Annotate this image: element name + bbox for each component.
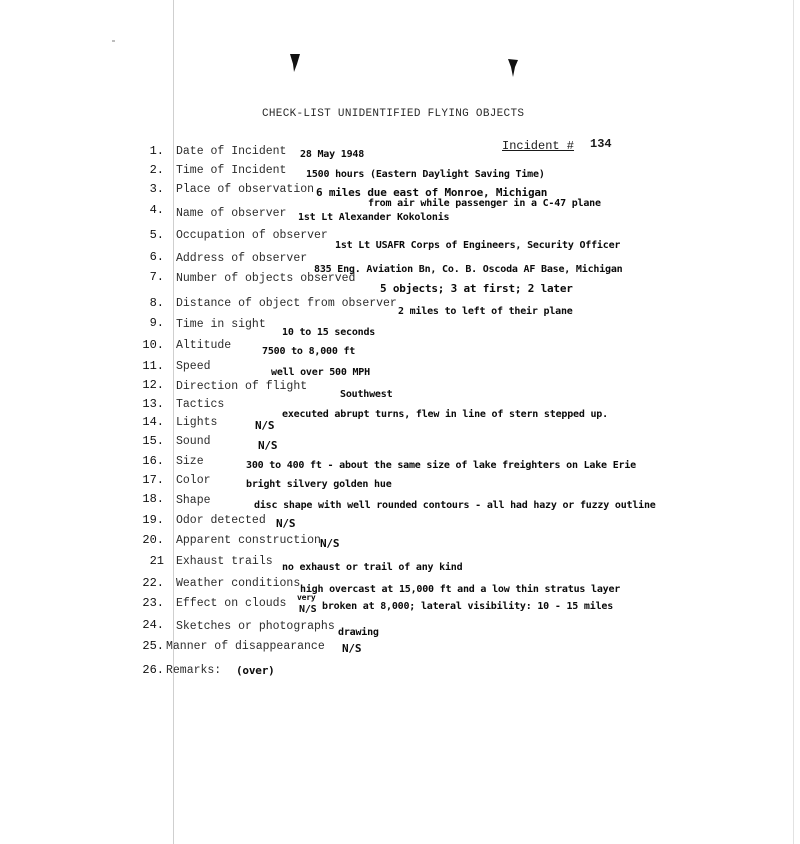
- item-value-above: from air while passenger in a C-47 plane: [368, 198, 601, 209]
- punch-mark-icon: [288, 52, 302, 74]
- item-label: Distance of object from observer: [176, 297, 397, 310]
- punch-mark-icon: [506, 57, 520, 79]
- item-value: bright silvery golden hue: [246, 479, 392, 490]
- item-label: Number of objects observed: [176, 272, 356, 285]
- item-number: 21: [149, 554, 164, 568]
- item-value: 28 May 1948: [300, 149, 365, 160]
- item-value: 835 Eng. Aviation Bn, Co. B. Oscoda AF Base, Michigan: [314, 264, 623, 275]
- item-number: 8.: [149, 296, 164, 310]
- item-value: disc shape with well rounded contours - all had hazy or fuzzy outline: [254, 500, 656, 511]
- item-number: 18.: [142, 492, 164, 506]
- item-label: Apparent construction: [176, 534, 321, 547]
- item-number: 4.: [149, 203, 164, 217]
- item-label: Time in sight: [176, 318, 266, 331]
- item-label: Name of observer: [176, 207, 287, 220]
- item-value: Southwest: [340, 389, 393, 400]
- scan-speck: [112, 40, 115, 42]
- edge-line: [793, 0, 794, 844]
- item-label: Effect on clouds: [176, 597, 287, 610]
- item-label: Direction of flight: [176, 380, 308, 393]
- item-label: Speed: [176, 360, 211, 373]
- item-value: broken at 8,000; lateral visibility: 10 - 15 miles: [322, 601, 614, 612]
- item-value: drawing: [338, 627, 379, 638]
- item-value: high overcast at 15,000 ft and a low thin stratus layer: [300, 584, 621, 595]
- item-label: Size: [176, 455, 204, 468]
- item-value: 6 miles due east of Monroe, Michigan: [316, 186, 548, 199]
- item-number: 7.: [149, 270, 164, 284]
- item-number: 12.: [142, 378, 164, 392]
- item-number: 13.: [142, 397, 164, 411]
- item-number: 6.: [149, 250, 164, 264]
- item-number: 14.: [142, 415, 164, 429]
- incident-number: 134: [590, 137, 612, 151]
- item-label: Exhaust trails: [176, 555, 273, 568]
- item-label: Place of observation: [176, 183, 315, 196]
- item-label: Color: [176, 474, 211, 487]
- item-label: Tactics: [176, 398, 225, 411]
- item-label: Sketches or photographs: [176, 620, 335, 633]
- item-label: Odor detected: [176, 514, 266, 527]
- item-label: Occupation of observer: [176, 229, 328, 242]
- item-value: N/S: [320, 537, 340, 550]
- item-label: Weather conditions: [176, 577, 301, 590]
- item-value: (over): [236, 664, 275, 677]
- item-value: well over 500 MPH: [271, 367, 370, 378]
- item-value: N/S: [276, 517, 296, 530]
- item-value: N/S: [255, 419, 275, 432]
- item-label: Lights: [176, 416, 218, 429]
- item-number: 9.: [149, 316, 164, 330]
- item-number: 2.: [149, 163, 164, 177]
- item-number: 3.: [149, 182, 164, 196]
- item-number: 16.: [142, 454, 164, 468]
- item-label: Remarks:: [166, 664, 222, 677]
- item-value: N/S: [258, 439, 278, 452]
- item-number: 26.: [142, 663, 164, 677]
- item-label: Shape: [176, 494, 211, 507]
- item-label: Time of Incident: [176, 164, 287, 177]
- incident-label: Incident #: [502, 139, 575, 153]
- item-value: 1500 hours (Eastern Daylight Saving Time): [306, 169, 545, 180]
- item-number: 17.: [142, 473, 164, 487]
- item-value: 300 to 400 ft - about the same size of lake freighters on Lake Erie: [246, 460, 636, 471]
- item-number: 22.: [142, 576, 164, 590]
- item-number: 19.: [142, 513, 164, 527]
- item-label: Sound: [176, 435, 211, 448]
- item-value: 1st Lt USAFR Corps of Engineers, Security Officer: [335, 240, 621, 251]
- item-number: 11.: [142, 359, 164, 373]
- item-value-prefix: very: [297, 593, 316, 602]
- item-number: 15.: [142, 434, 164, 448]
- item-label: Address of observer: [176, 252, 308, 265]
- item-number: 24.: [142, 618, 164, 632]
- item-number: 1.: [149, 144, 164, 158]
- item-label: Altitude: [176, 339, 232, 352]
- item-number: 25.: [142, 639, 164, 653]
- item-value: N/S: [342, 642, 362, 655]
- item-value: 2 miles to left of their plane: [398, 306, 573, 317]
- item-number: 23.: [142, 596, 164, 610]
- item-number: 5.: [149, 228, 164, 242]
- item-value: 7500 to 8,000 ft: [262, 346, 356, 357]
- document-title: CHECK-LIST UNIDENTIFIED FLYING OBJECTS: [262, 108, 525, 120]
- item-number: 20.: [142, 533, 164, 547]
- item-value: 5 objects; 3 at first; 2 later: [380, 282, 573, 295]
- item-value-prefix-below: N/S: [299, 604, 317, 615]
- fold-line: [173, 0, 174, 844]
- item-label: Date of Incident: [176, 145, 287, 158]
- item-number: 10.: [142, 338, 164, 352]
- item-value: 10 to 15 seconds: [282, 327, 376, 338]
- item-value: no exhaust or trail of any kind: [282, 562, 463, 573]
- item-value: 1st Lt Alexander Kokolonis: [298, 212, 450, 223]
- item-label: Manner of disappearance: [166, 640, 325, 653]
- item-value: executed abrupt turns, flew in line of stern stepped up.: [282, 409, 608, 420]
